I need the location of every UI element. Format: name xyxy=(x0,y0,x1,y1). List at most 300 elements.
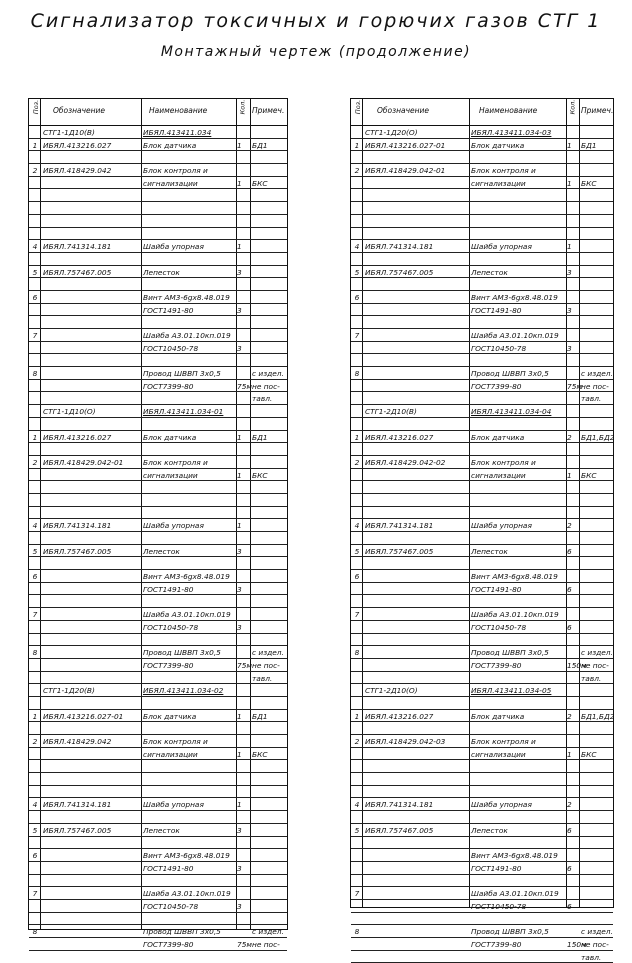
cell-pos: 4 xyxy=(354,521,360,531)
cell-qty: 3 xyxy=(237,901,242,911)
table-row xyxy=(351,913,613,926)
cell-qty: 1 xyxy=(237,242,242,252)
cell-qty: 150м xyxy=(567,940,587,949)
cell-designation: СТГ1-1Д10(В) xyxy=(43,128,95,137)
cell-designation: СТГ1-1Д20(О) xyxy=(365,128,418,137)
table-row xyxy=(351,443,613,456)
cell-qty: 3 xyxy=(237,622,242,632)
cell-designation: ИБЯЛ.741314.181 xyxy=(365,800,434,810)
cell-pos: 1 xyxy=(32,711,38,721)
table-row xyxy=(351,659,613,672)
table-row xyxy=(29,431,287,444)
cell-name: Шайба А3.01.10кп.019 xyxy=(143,889,231,899)
cell-name: Блок контроля и xyxy=(471,166,536,176)
table-row xyxy=(29,164,287,177)
table-row xyxy=(351,710,613,723)
cell-name: сигнализации xyxy=(471,749,526,759)
cell-designation: СТГ1-1Д20(В) xyxy=(43,686,95,696)
table-row xyxy=(351,773,613,786)
cell-designation: ИБЯЛ.418429.042-02 xyxy=(365,457,446,467)
table-header xyxy=(29,99,287,126)
cell-note: с издел. xyxy=(581,927,613,937)
cell-qty: 1 xyxy=(237,521,242,531)
cell-qty: 1 xyxy=(237,140,242,150)
table-row xyxy=(29,849,287,862)
col-qty-header: Кол. xyxy=(568,99,577,115)
cell-note: БД1 xyxy=(252,432,268,442)
cell-pos: 8 xyxy=(354,927,360,937)
table-row xyxy=(351,215,613,228)
cell-qty: 1 xyxy=(237,470,242,480)
cell-note: тавл. xyxy=(252,673,273,683)
cell-note: БД1 xyxy=(581,140,597,150)
cell-name: ГОСТ10450-78 xyxy=(471,343,527,353)
table-row xyxy=(351,431,613,444)
cell-pos: 1 xyxy=(32,140,38,150)
cell-name: Винт АМ3-6gх8.48.019 xyxy=(143,572,230,582)
table-row xyxy=(351,583,613,596)
cell-name: Шайба упорная xyxy=(143,800,204,810)
table-row xyxy=(351,202,613,215)
cell-designation: ИБЯЛ.741314.181 xyxy=(43,242,112,252)
table-row xyxy=(351,951,613,963)
cell-pos: 2 xyxy=(32,166,38,176)
cell-name: Провод ШВВП 3х0,5 xyxy=(143,927,221,937)
cell-name: ГОСТ1491-80 xyxy=(471,305,522,315)
cell-designation: СТГ1-2Д10(О) xyxy=(365,686,418,696)
table-row xyxy=(351,304,613,317)
table-row xyxy=(29,228,287,241)
table-row xyxy=(29,456,287,469)
table-row xyxy=(29,240,287,253)
col-designation-header: Обозначение xyxy=(377,106,430,115)
cell-name: ИБЯЛ.413411.034-03 xyxy=(471,128,552,137)
cell-name: Блок контроля и xyxy=(471,457,536,467)
table-row xyxy=(351,608,613,621)
table-row xyxy=(29,266,287,279)
table-row xyxy=(29,304,287,317)
cell-designation: ИБЯЛ.413216.027 xyxy=(365,432,434,442)
cell-name: ГОСТ7399-80 xyxy=(471,660,522,670)
cell-name: сигнализации xyxy=(143,470,198,480)
cell-note: БКС xyxy=(581,470,597,480)
table-row xyxy=(351,748,613,761)
right-parts-table xyxy=(350,98,615,962)
cell-pos: 5 xyxy=(354,546,360,556)
cell-pos: 1 xyxy=(32,432,38,442)
table-row xyxy=(29,608,287,621)
table-row xyxy=(351,862,613,875)
cell-qty: 6 xyxy=(567,584,572,594)
cell-qty: 2 xyxy=(567,711,572,721)
cell-note: с издел. xyxy=(252,927,284,937)
cell-name: Винт АМ3-6gх8.48.019 xyxy=(143,851,230,861)
cell-qty: 2 xyxy=(567,521,572,531)
table-row xyxy=(29,659,287,672)
cell-note: БКС xyxy=(252,749,268,759)
table-row xyxy=(29,748,287,761)
cell-name: сигнализации xyxy=(471,178,526,188)
cell-designation: ИБЯЛ.741314.181 xyxy=(43,521,112,531)
table-row xyxy=(29,494,287,507)
variant-group-row xyxy=(351,405,613,418)
table-row xyxy=(29,342,287,355)
cell-name: сигнализации xyxy=(143,178,198,188)
cell-pos: 4 xyxy=(354,242,360,252)
table-row xyxy=(29,824,287,837)
cell-pos: 2 xyxy=(32,737,38,746)
cell-name: Блок датчика xyxy=(471,140,525,150)
col-pos-header: Поз. xyxy=(32,99,41,115)
table-row xyxy=(29,646,287,659)
table-row xyxy=(29,481,287,494)
table-row xyxy=(29,595,287,608)
table-row xyxy=(29,900,287,913)
cell-qty: 150м xyxy=(567,660,587,670)
cell-qty: 75м xyxy=(237,940,252,949)
variant-group-row xyxy=(29,684,287,697)
table-row xyxy=(29,532,287,545)
cell-pos: 4 xyxy=(32,800,38,810)
table-row xyxy=(29,367,287,380)
table-row xyxy=(29,189,287,202)
cell-name: Лепесток xyxy=(471,546,508,556)
cell-pos: 8 xyxy=(354,369,360,379)
table-row xyxy=(29,443,287,456)
cell-designation: ИБЯЛ.757467.005 xyxy=(365,267,434,277)
table-row xyxy=(351,494,613,507)
cell-qty: 3 xyxy=(237,584,242,594)
table-row xyxy=(29,634,287,647)
cell-designation: ИБЯЛ.757467.005 xyxy=(43,267,112,277)
cell-note: с издел. xyxy=(581,648,613,658)
table-row xyxy=(29,773,287,786)
cell-note: БД1 xyxy=(252,140,268,150)
cell-note: тавл. xyxy=(252,394,273,404)
table-row xyxy=(351,139,613,152)
table-row xyxy=(29,798,287,811)
table-row xyxy=(351,646,613,659)
table-row xyxy=(29,392,287,405)
cell-name: Провод ШВВП 3х0,5 xyxy=(471,927,549,937)
col-name-header: Наименование xyxy=(149,106,208,115)
cell-note: не пос- xyxy=(581,381,609,391)
cell-name: Шайба А3.01.10кп.019 xyxy=(471,889,559,899)
table-row xyxy=(29,139,287,152)
cell-name: Винт АМ3-6gх8.48.019 xyxy=(143,292,230,302)
table-row xyxy=(351,811,613,824)
table-row xyxy=(29,380,287,393)
cell-qty: 75м xyxy=(567,381,582,391)
cell-note: не пос- xyxy=(581,940,609,949)
table-row xyxy=(351,240,613,253)
cell-name: Винт АМ3-6gх8.48.019 xyxy=(471,572,558,582)
col-name-header: Наименование xyxy=(479,106,538,115)
cell-qty: 1 xyxy=(237,749,242,759)
cell-pos: 8 xyxy=(32,927,38,937)
cell-name: Лепесток xyxy=(471,825,508,835)
cell-pos: 7 xyxy=(354,889,360,899)
table-row xyxy=(351,354,613,367)
cell-name: Блок контроля и xyxy=(471,737,536,746)
cell-name: ГОСТ10450-78 xyxy=(471,622,527,632)
cell-qty: 75м xyxy=(237,381,252,391)
variant-group-row xyxy=(29,126,287,139)
cell-name: Шайба А3.01.10кп.019 xyxy=(471,331,559,340)
cell-name: Шайба упорная xyxy=(471,521,532,531)
cell-pos: 8 xyxy=(32,648,38,658)
table-row xyxy=(351,316,613,329)
cell-qty: 3 xyxy=(567,267,572,277)
document-subtitle: Монтажный чертеж (продолжение) xyxy=(160,44,472,60)
cell-note: с издел. xyxy=(581,369,613,379)
cell-note: не пос- xyxy=(252,940,280,949)
cell-designation: СТГ1-1Д10(О) xyxy=(43,407,96,417)
table-row xyxy=(29,507,287,520)
cell-name: сигнализации xyxy=(471,470,526,480)
cell-designation: ИБЯЛ.413216.027 xyxy=(43,432,112,442)
table-row xyxy=(29,316,287,329)
cell-note: БКС xyxy=(581,178,597,188)
cell-pos: 5 xyxy=(32,546,38,556)
cell-name: Провод ШВВП 3х0,5 xyxy=(471,369,549,379)
variant-group-row xyxy=(351,126,613,139)
table-body xyxy=(29,126,287,951)
table-row xyxy=(29,760,287,773)
cell-name: Шайба А3.01.10кп.019 xyxy=(143,610,231,620)
cell-qty: 1 xyxy=(567,749,572,759)
cell-name: Винт АМ3-6gх8.48.019 xyxy=(471,292,558,302)
table-row xyxy=(29,583,287,596)
col-note-header: Примеч. xyxy=(252,106,285,115)
table-row xyxy=(29,672,287,685)
cell-qty: 3 xyxy=(237,546,242,556)
cell-qty: 3 xyxy=(237,343,242,353)
table-row xyxy=(351,900,613,913)
cell-designation: ИБЯЛ.757467.005 xyxy=(43,546,112,556)
table-row xyxy=(351,621,613,634)
cell-pos: 4 xyxy=(32,521,38,531)
table-row xyxy=(351,151,613,164)
cell-pos: 6 xyxy=(354,572,360,582)
cell-name: Провод ШВВП 3х0,5 xyxy=(143,648,221,658)
cell-pos: 5 xyxy=(354,825,360,835)
cell-qty: 2 xyxy=(567,800,572,810)
cell-qty: 1 xyxy=(237,432,242,442)
cell-designation: ИБЯЛ.741314.181 xyxy=(365,242,434,252)
cell-note: не пос- xyxy=(252,381,280,391)
table-row xyxy=(29,710,287,723)
table-row xyxy=(351,253,613,266)
cell-qty: 1 xyxy=(237,178,242,188)
table-row xyxy=(351,824,613,837)
table-row xyxy=(351,786,613,799)
cell-pos: 2 xyxy=(354,457,360,467)
cell-designation: ИБЯЛ.741314.181 xyxy=(365,521,434,531)
table-row xyxy=(29,557,287,570)
col-designation-header: Обозначение xyxy=(53,106,106,115)
cell-designation: ИБЯЛ.757467.005 xyxy=(43,825,112,835)
cell-qty: 75м xyxy=(237,660,252,670)
cell-note: с издел. xyxy=(252,369,284,379)
cell-note: БКС xyxy=(252,178,268,188)
cell-pos: 6 xyxy=(354,292,360,302)
cell-qty: 1 xyxy=(567,470,572,480)
table-row xyxy=(351,266,613,279)
table-row xyxy=(29,697,287,710)
cell-name: ГОСТ10450-78 xyxy=(143,901,199,911)
cell-qty: 1 xyxy=(567,140,572,150)
table-row xyxy=(29,837,287,850)
cell-qty: 3 xyxy=(567,305,572,315)
table-row xyxy=(351,735,613,748)
cell-designation: ИБЯЛ.418429.042 xyxy=(43,737,112,746)
table-row xyxy=(29,215,287,228)
cell-note: БКС xyxy=(252,470,268,480)
table-row xyxy=(351,760,613,773)
cell-pos: 6 xyxy=(32,851,38,861)
cell-note: БД1,БД2 xyxy=(581,711,615,721)
cell-pos: 8 xyxy=(354,648,360,658)
cell-qty: 1 xyxy=(567,242,572,252)
variant-group-row xyxy=(351,684,613,697)
cell-pos: 7 xyxy=(354,331,360,340)
cell-name: Блок датчика xyxy=(143,711,197,721)
table-row xyxy=(351,367,613,380)
table-row xyxy=(29,291,287,304)
cell-name: Блок датчика xyxy=(143,432,197,442)
cell-pos: 8 xyxy=(32,369,38,379)
table-row xyxy=(351,837,613,850)
cell-name: ИБЯЛ.413411.034-04 xyxy=(471,407,552,417)
table-row xyxy=(29,253,287,266)
cell-name: ГОСТ7399-80 xyxy=(143,660,194,670)
cell-pos: 5 xyxy=(32,825,38,835)
cell-note: БД1 xyxy=(252,711,268,721)
table-row xyxy=(351,595,613,608)
table-row xyxy=(351,456,613,469)
table-row xyxy=(351,342,613,355)
table-row xyxy=(29,938,287,951)
cell-name: ГОСТ1491-80 xyxy=(143,584,194,594)
cell-name: ГОСТ7399-80 xyxy=(471,381,522,391)
table-row xyxy=(29,329,287,342)
cell-qty: 1 xyxy=(237,711,242,721)
table-row xyxy=(351,189,613,202)
cell-qty: 3 xyxy=(567,343,572,353)
cell-pos: 7 xyxy=(32,331,38,340)
table-row xyxy=(351,672,613,685)
cell-name: ГОСТ10450-78 xyxy=(143,343,199,353)
cell-designation: ИБЯЛ.418429.042-01 xyxy=(365,166,446,176)
table-row xyxy=(351,697,613,710)
cell-name: Шайба упорная xyxy=(471,800,532,810)
table-row xyxy=(351,887,613,900)
table-row xyxy=(351,228,613,241)
cell-note: тавл. xyxy=(581,394,602,404)
cell-name: сигнализации xyxy=(143,749,198,759)
table-row xyxy=(29,875,287,888)
table-row xyxy=(29,545,287,558)
table-row xyxy=(29,887,287,900)
cell-designation: ИБЯЛ.418429.042-03 xyxy=(365,737,446,746)
cell-name: Блок контроля и xyxy=(143,737,208,746)
table-row xyxy=(351,329,613,342)
cell-designation: ИБЯЛ.413216.027 xyxy=(365,711,434,721)
cell-qty: 3 xyxy=(237,267,242,277)
cell-name: Шайба А3.01.10кп.019 xyxy=(471,610,559,620)
cell-qty: 6 xyxy=(567,546,572,556)
cell-name: ГОСТ1491-80 xyxy=(471,863,522,873)
table-body xyxy=(351,126,613,963)
cell-name: ГОСТ10450-78 xyxy=(143,622,199,632)
table-row xyxy=(29,913,287,926)
table-row xyxy=(29,786,287,799)
table-row xyxy=(29,621,287,634)
cell-pos: 5 xyxy=(354,267,360,277)
table-row xyxy=(29,354,287,367)
table-row xyxy=(351,519,613,532)
cell-pos: 2 xyxy=(354,737,360,746)
table-row xyxy=(29,722,287,735)
table-row xyxy=(29,278,287,291)
table-row xyxy=(351,164,613,177)
cell-pos: 4 xyxy=(354,800,360,810)
col-pos-header: Поз. xyxy=(354,99,363,115)
cell-pos: 2 xyxy=(32,457,38,467)
cell-qty: 6 xyxy=(567,901,572,911)
cell-qty: 3 xyxy=(237,825,242,835)
cell-name: ИБЯЛ.413411.034-05 xyxy=(471,686,552,696)
cell-pos: 2 xyxy=(354,166,360,176)
cell-name: ИБЯЛ.413411.034-01 xyxy=(143,407,224,417)
cell-note: тавл. xyxy=(581,952,602,962)
cell-qty: 3 xyxy=(237,305,242,315)
cell-name: Блок контроля и xyxy=(143,457,208,467)
cell-name: Лепесток xyxy=(143,267,180,277)
table-row xyxy=(351,634,613,647)
cell-designation: ИБЯЛ.413216.027 xyxy=(43,140,112,150)
cell-qty: 6 xyxy=(567,825,572,835)
cell-name: ИБЯЛ.413411.034-02 xyxy=(143,686,224,696)
cell-name: Шайба А3.01.10кп.019 xyxy=(143,331,231,340)
table-row xyxy=(29,570,287,583)
table-row xyxy=(351,938,613,951)
cell-name: ГОСТ7399-80 xyxy=(143,940,194,949)
table-row xyxy=(351,925,613,938)
table-row xyxy=(29,177,287,190)
cell-note: БКС xyxy=(581,749,597,759)
table-row xyxy=(29,735,287,748)
cell-pos: 7 xyxy=(32,889,38,899)
cell-name: Блок датчика xyxy=(471,432,525,442)
cell-designation: ИБЯЛ.757467.005 xyxy=(365,825,434,835)
cell-name: ГОСТ1491-80 xyxy=(471,584,522,594)
table-row xyxy=(351,532,613,545)
cell-name: ГОСТ1491-80 xyxy=(143,863,194,873)
table-row xyxy=(351,507,613,520)
cell-name: ГОСТ1491-80 xyxy=(143,305,194,315)
cell-name: Шайба упорная xyxy=(143,521,204,531)
table-row xyxy=(351,849,613,862)
cell-note: не пос- xyxy=(581,660,609,670)
table-row xyxy=(351,545,613,558)
cell-designation: ИБЯЛ.757467.005 xyxy=(365,546,434,556)
cell-pos: 1 xyxy=(354,432,360,442)
col-note-header: Примеч. xyxy=(581,106,614,115)
cell-name: ИБЯЛ.413411.034 xyxy=(143,128,212,137)
table-row xyxy=(351,722,613,735)
